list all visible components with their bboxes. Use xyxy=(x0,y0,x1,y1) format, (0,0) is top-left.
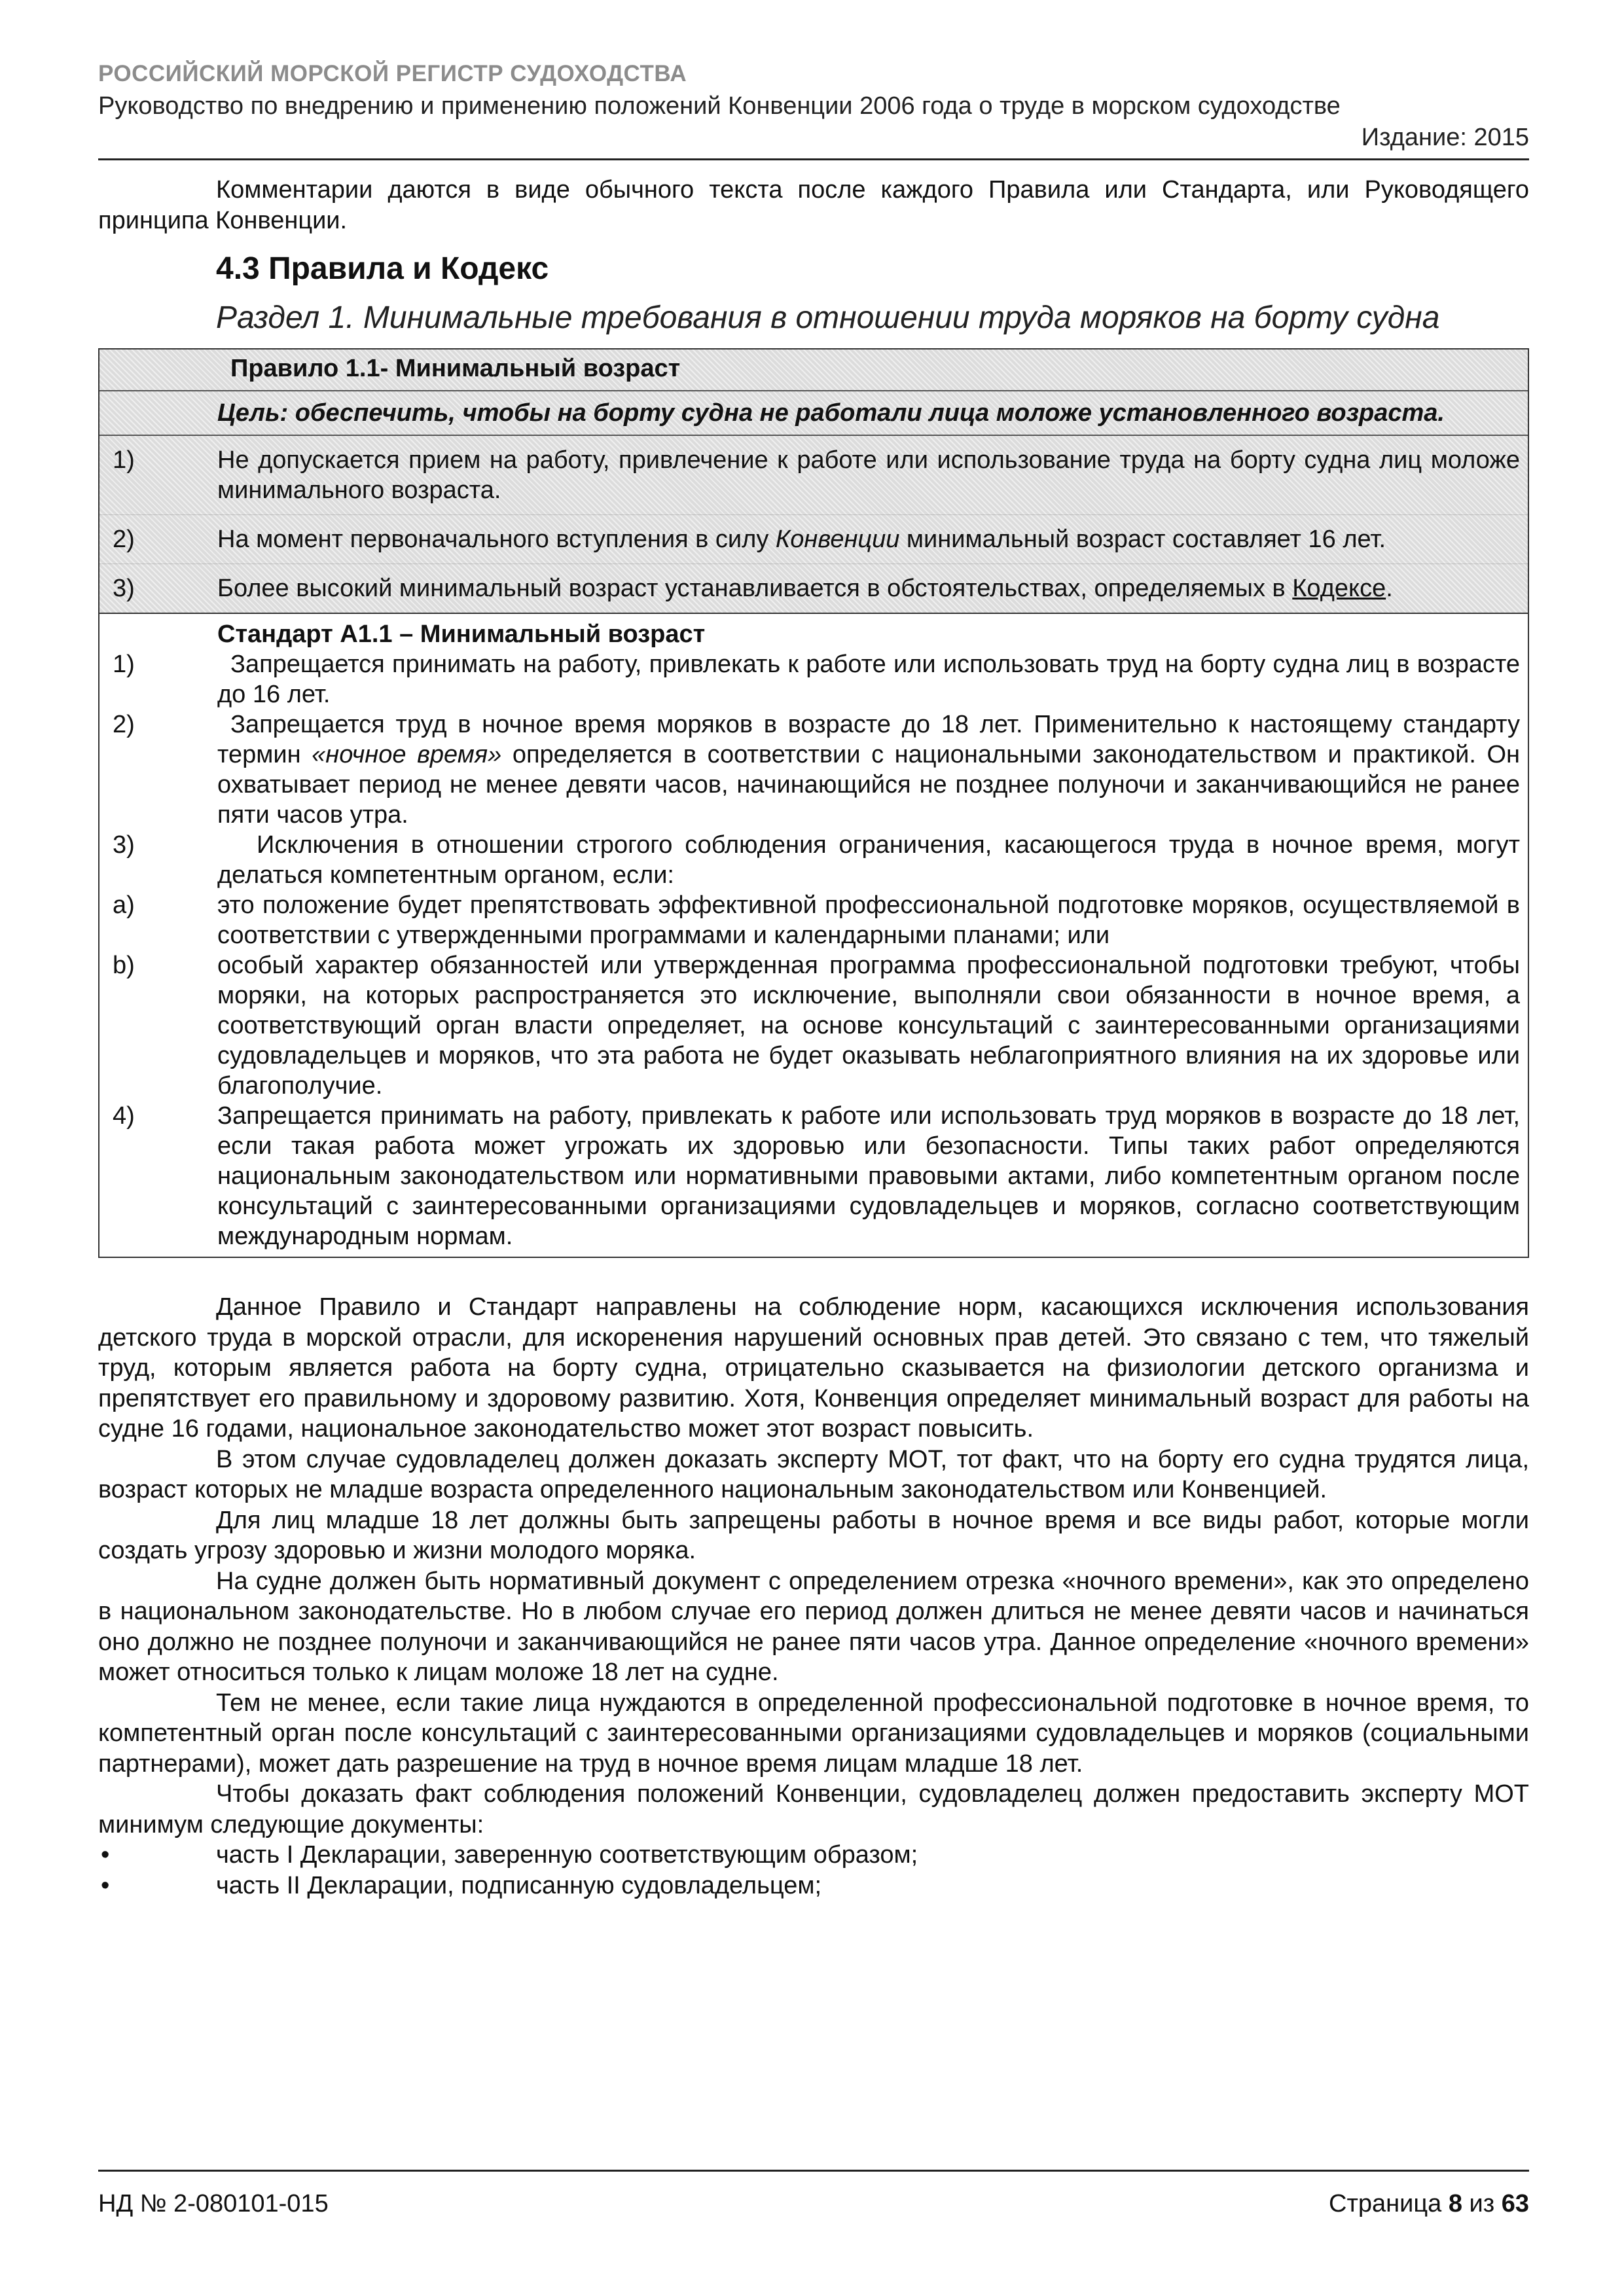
standard-item-text xyxy=(217,709,1528,830)
standard-item-text: Запрещается принимать на работу, привлекать к работе или использовать труд на борту судна лиц в возрасте до 16 лет. xyxy=(217,651,1520,708)
commentary-paragraph: Для лиц младше 18 лет должны быть запрещены работы в ночное время и все виды работ, которые могли создать угрозу здоровью и жизни молодого моряка. xyxy=(98,1506,1529,1564)
bullet-item xyxy=(98,1840,1529,1871)
commentary-paragraph: В этом случае судовладелец должен доказать эксперту МОТ, тот факт, что на борту его судна трудятся лица, возраст которых не младше возраста определенного национальным законодательством или Конвенцией. xyxy=(98,1445,1529,1503)
bullet-text: часть I Декларации, заверенную соответствующим образом; xyxy=(216,1841,918,1869)
standard-text-part: определяется в соответствии с национальными законодательством и практикой. Он охватывает период не менее девяти часов, начинающийся не позднее полуночи и заканчивающийся не ранее пяти часов утра. xyxy=(217,741,1521,829)
standard-item-letter: a) xyxy=(113,891,135,919)
rule-goal: Цель: обеспечить, чтобы на борту судна не работали лица моложе установленного возраста. xyxy=(99,391,1528,436)
commentary xyxy=(98,1292,1529,1901)
rule-item-text-part: Более высокий минимальный возраст устанавливается в обстоятельствах, определяемых в xyxy=(217,575,1293,602)
rule-item-emphasis: Конвенции xyxy=(775,526,900,553)
page-current: 8 xyxy=(1448,2190,1462,2217)
rule-item-text-part: На момент первоначального вступления в силу xyxy=(217,526,776,553)
standard-item-text: Исключения в отношении строгого соблюдения ограничения, касающегося труда в ночное время, могут делаться компетентным органом, если: xyxy=(217,831,1520,889)
rule-item-number: 2) xyxy=(113,526,135,553)
standard-item-text: особый характер обязанностей или утвержденная программа профессиональной подготовки требуют, чтобы моряки, на которых распространяется это исключение, выполняли свои обязанности в ночное время, а соответствующий орган власти определяет, на основе консультаций с заинтересованными организациями судовладельцев и моряков, что эта работа не будет оказывать неблагоприятного влияния на их здоровье или благополучие. xyxy=(217,952,1520,1100)
header-divider xyxy=(98,158,1529,160)
standard-emphasis: «ночное время» xyxy=(312,741,502,768)
bullet-icon: • xyxy=(101,1841,110,1869)
commentary-paragraph: Данное Правило и Стандарт направлены на соблюдение норм, касающихся исключения использования детского труда в морской отрасли, для искоренения нарушений основных прав детей. Это связано с тем, что тяжелый труд, которым является работа на борту судна, отрицательно сказывается на физиологии детского организма и препятствует его правильному и здоровому развитию. Хотя, Конвенция определяет минимальный возраст для работы на судне 16 годами, национальное законодательство может этот возраст повысить. xyxy=(98,1293,1529,1443)
rule-item-text xyxy=(217,573,1528,603)
bullet-item xyxy=(98,1871,1529,1901)
standard-item-number: 2) xyxy=(113,711,135,738)
footer-page-number xyxy=(1329,2190,1529,2218)
rule-item xyxy=(99,564,1528,613)
standard-title: Стандарт А1.1 – Минимальный возраст xyxy=(217,620,706,648)
rule-standard-box xyxy=(98,348,1529,1258)
rule-item-number: 1) xyxy=(113,446,135,474)
standard-item-letter: b) xyxy=(113,952,135,979)
bullet-text: часть II Декларации, подписанную судовладельцем; xyxy=(216,1871,822,1899)
page-header xyxy=(98,59,1529,160)
rule-item-text: Не допускается прием на работу, привлечение к работе или использование труда на борту судна лиц моложе минимального возраста. xyxy=(217,446,1520,504)
standard-item-number: 1) xyxy=(113,651,135,678)
standard-item xyxy=(99,830,1528,890)
header-edition: Издание: 2015 xyxy=(1361,124,1529,151)
header-organization: РОССИЙСКИЙ МОРСКОЙ РЕГИСТР СУДОХОДСТВА xyxy=(98,61,687,86)
standard-item xyxy=(99,649,1528,709)
standard-item-number: 4) xyxy=(113,1102,135,1130)
rule-title: Правило 1.1- Минимальный возраст xyxy=(99,350,1528,391)
standard-subitem xyxy=(99,950,1528,1101)
standard-item xyxy=(99,1101,1528,1251)
bullet-icon: • xyxy=(101,1871,110,1899)
footer-doc-number: НД № 2-080101-015 xyxy=(98,2190,329,2217)
page-footer xyxy=(98,2170,1529,2218)
section-heading: 4.3 Правила и Кодекс xyxy=(216,251,549,286)
rule-item-number: 3) xyxy=(113,575,135,602)
rule-item xyxy=(99,436,1528,515)
rule-item-text xyxy=(217,524,1528,554)
rule-block xyxy=(99,350,1528,613)
standard-item xyxy=(99,709,1528,830)
rule-item-text-part: минимальный возраст составляет 16 лет. xyxy=(899,526,1386,553)
standard-subitem xyxy=(99,890,1528,950)
page-label: Страница xyxy=(1329,2190,1449,2217)
commentary-paragraph: На судне должен быть нормативный документ с определением отрезка «ночного времени», как это определено в национальном законодательстве. Но в любом случае его период должен длиться не менее девяти часов и начинаться оно должно не позднее полуночи и заканчивающийся не ранее пяти часов утра. Данное определение «ночного времени» может относиться только к лицам моложе 18 лет на судне. xyxy=(98,1567,1529,1686)
commentary-paragraph: Тем не менее, если такие лица нуждаются в определенной профессиональной подготовке в ночное время, то компетентный орган после консультаций с заинтересованными организациями судовладельцев и моряков (социальными партнерами), может дать разрешение на труд в ночное время лицам младше 18 лет. xyxy=(98,1689,1529,1778)
page-of-label: из xyxy=(1462,2190,1502,2217)
commentary-paragraph: Чтобы доказать факт соблюдения положений Конвенции, судовладелец должен предоставить эксперту МОТ минимум следующие документы: xyxy=(98,1780,1529,1839)
section-subheading: Раздел 1. Минимальные требования в отношении труда моряков на борту судна xyxy=(216,300,1440,335)
page-total: 63 xyxy=(1501,2190,1529,2217)
intro-paragraph: Комментарии даются в виде обычного текста после каждого Правила или Стандарта, или Руководящего принципа Конвенции. xyxy=(98,176,1529,234)
rule-item-text-part: . xyxy=(1386,575,1393,602)
standard-item-number: 3) xyxy=(113,831,135,859)
rule-item xyxy=(99,515,1528,564)
standard-item-text: это положение будет препятствовать эффективной профессиональной подготовке моряков, осуществляемой в соответствии с утвержденными программами и календарными планами; или xyxy=(217,891,1520,949)
standard-item-text: Запрещается принимать на работу, привлекать к работе или использовать труд моряков в возрасте до 18 лет, если такая работа может угрожать их здоровью или безопасности. Типы таких работ определяются национальным законодательством или нормативными правовыми актами, либо компетентным органом после консультаций с заинтересованными организациями судовладельцев и моряков, согласно соответствующим международным нормам. xyxy=(217,1102,1520,1250)
rule-items xyxy=(99,436,1528,613)
document-page xyxy=(98,59,1529,1901)
standard-block xyxy=(99,613,1528,1257)
header-title: Руководство по внедрению и применению положений Конвенции 2006 года о труде в морском судоходстве xyxy=(98,92,1341,120)
standard-text-part: Запрещается труд в ночное время моряков в возрасте до 18 лет. Применительно к настоящему стандарту термин xyxy=(217,711,1520,768)
code-link[interactable]: Кодексе xyxy=(1292,575,1386,602)
